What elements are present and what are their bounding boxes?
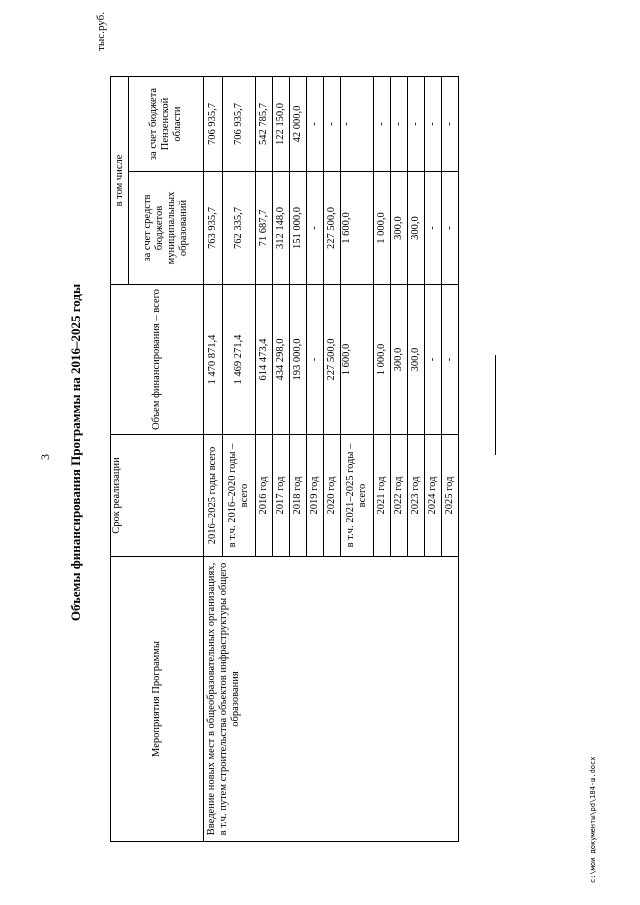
total-cell: 227 500,0: [324, 285, 341, 435]
regional-cell: -: [408, 77, 425, 172]
municipal-cell: -: [442, 172, 459, 285]
total-cell: -: [442, 285, 459, 435]
period-cell: 2016–2025 годы всего: [204, 435, 223, 557]
total-cell: 193 000,0: [290, 285, 307, 435]
total-cell: 1 000,0: [374, 285, 391, 435]
total-cell: 1 470 871,4: [204, 285, 223, 435]
regional-cell: 542 785,7: [256, 77, 273, 172]
period-cell: 2024 год: [425, 435, 442, 557]
period-cell: 2016 год: [256, 435, 273, 557]
regional-cell: -: [324, 77, 341, 172]
municipal-cell: 312 148,0: [273, 172, 290, 285]
page-number: 3: [38, 454, 52, 460]
header-total: Объем финансирования – всего: [111, 285, 204, 435]
municipal-cell: -: [425, 172, 442, 285]
total-cell: -: [307, 285, 324, 435]
municipal-cell: 151 000,0: [290, 172, 307, 285]
total-cell: 614 473,4: [256, 285, 273, 435]
activity-cell: Введение новых мест в общеобразовательных организациях, в т.ч. путем строительства объектов инфраструктуры общего образования: [204, 557, 459, 842]
period-cell: 2020 год: [324, 435, 341, 557]
total-cell: -: [425, 285, 442, 435]
total-cell: 300,0: [391, 285, 408, 435]
total-cell: 1 469 271,4: [223, 285, 256, 435]
period-cell: в т.ч. 2016–2020 годы – всего: [223, 435, 256, 557]
municipal-cell: 1 600,0: [341, 172, 374, 285]
header-municipal: за счет средств бюджетов муниципальных образований: [129, 172, 204, 285]
document-title: Объемы финансирования Программы на 2016–2025 годы: [68, 283, 83, 622]
header-including: в том числе: [111, 77, 129, 285]
municipal-cell: 227 500,0: [324, 172, 341, 285]
municipal-cell: 300,0: [408, 172, 425, 285]
header-period: Срок реализации: [111, 435, 204, 557]
regional-cell: -: [341, 77, 374, 172]
period-cell: 2017 год: [273, 435, 290, 557]
municipal-cell: 763 935,7: [204, 172, 223, 285]
financing-table: [110, 76, 459, 842]
municipal-cell: 71 687,7: [256, 172, 273, 285]
regional-cell: 42 000,0: [290, 77, 307, 172]
regional-cell: 122 150,0: [273, 77, 290, 172]
period-cell: 2018 год: [290, 435, 307, 557]
period-cell: 2022 год: [391, 435, 408, 557]
period-cell: 2019 год: [307, 435, 324, 557]
municipal-cell: 300,0: [391, 172, 408, 285]
header-activity: Мероприятия Программы: [111, 557, 204, 842]
regional-cell: -: [391, 77, 408, 172]
period-cell: 2023 год: [408, 435, 425, 557]
regional-cell: 706 935,7: [223, 77, 256, 172]
header-regional: за счет бюджета Пензенской области: [129, 77, 204, 172]
regional-cell: 706 935,7: [204, 77, 223, 172]
unit-label: тыс.руб.: [95, 12, 107, 51]
period-cell: 2025 год: [442, 435, 459, 557]
municipal-cell: -: [307, 172, 324, 285]
regional-cell: -: [425, 77, 442, 172]
period-cell: 2021 год: [374, 435, 391, 557]
total-cell: 300,0: [408, 285, 425, 435]
municipal-cell: 1 000,0: [374, 172, 391, 285]
total-cell: 1 600,0: [341, 285, 374, 435]
table-row: [204, 77, 223, 842]
footer-file-path: c:\мои документы\pd\184-ш.docx: [589, 756, 597, 883]
municipal-cell: 762 335,7: [223, 172, 256, 285]
regional-cell: -: [307, 77, 324, 172]
regional-cell: -: [442, 77, 459, 172]
total-cell: 434 298,0: [273, 285, 290, 435]
separator-line: [495, 355, 496, 455]
period-cell: в т.ч. 2021–2025 годы – всего: [341, 435, 374, 557]
regional-cell: -: [374, 77, 391, 172]
